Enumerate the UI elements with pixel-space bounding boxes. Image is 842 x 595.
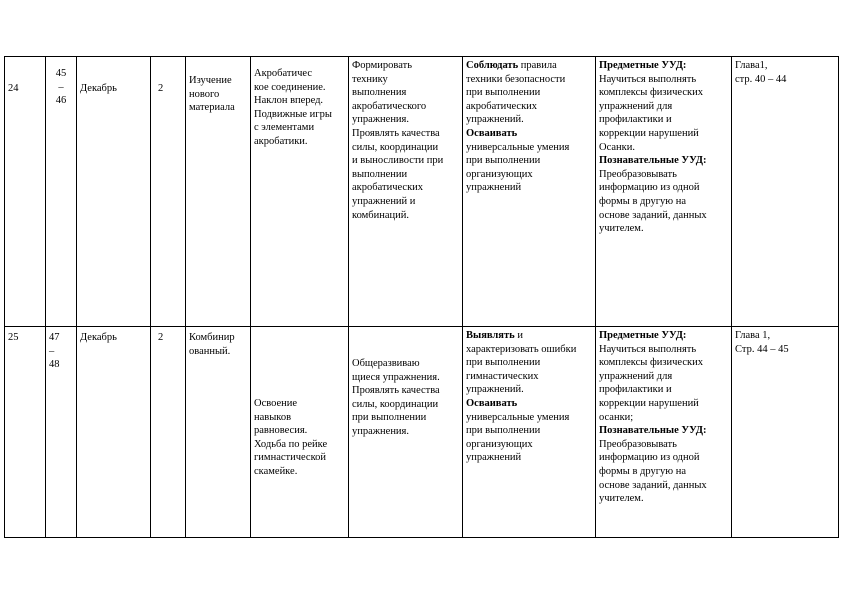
goals-cell: [349, 57, 463, 327]
hours-cell: [151, 327, 186, 538]
activity-2-text: универсальные умения при выполнении организующих упражнений: [466, 411, 570, 464]
goals-cell: [349, 327, 463, 538]
row-number-cell: [5, 57, 46, 327]
reference-cell: [732, 327, 839, 538]
reference-cell: [732, 57, 839, 327]
lesson-type-cell: [186, 57, 251, 327]
lesson-numbers-cell: [46, 327, 77, 538]
activities-cell: [463, 57, 596, 327]
table-row: [5, 327, 839, 538]
lesson-numbers: 47 – 48: [49, 332, 60, 371]
activity-2-text: универсальные умения при выполнении организующих упражнений: [466, 141, 570, 194]
activity-2-label: Осваивать: [466, 397, 518, 409]
textbook-reference: Глава1, стр. 40 – 44: [735, 60, 787, 85]
lesson-numbers-cell: [46, 57, 77, 327]
lesson-plan-page: [4, 56, 838, 538]
table-row: [5, 57, 839, 327]
month-cell: [77, 57, 151, 327]
student-activities: [466, 59, 592, 195]
uud-2-text: Преобразовывать информацию из одной формы в другую на основе заданий, данных учителем.: [599, 168, 707, 235]
uud-2-text: Преобразовывать информацию из одной формы в другую на основе заданий, данных учителем.: [599, 438, 707, 505]
lesson-type-cell: [186, 327, 251, 538]
month: Декабрь: [80, 83, 117, 94]
activity-1-text: и характеризовать ошибки при выполнении гимнастических упражнений.: [466, 330, 577, 396]
lesson-goals: Общеразвиваю щиеся упражнения. Проявлять качества силы, координации при выполнении упражнения.: [352, 358, 440, 437]
activities-cell: [463, 327, 596, 538]
uud-cell: [596, 327, 732, 538]
student-activities: [466, 329, 592, 465]
uud-1-label: Предметные УУД:: [599, 330, 687, 341]
lesson-numbers: 45 – 46: [55, 68, 67, 107]
lesson-type: Комбинир ованный.: [189, 332, 235, 357]
learning-outcomes: [599, 59, 728, 236]
uud-cell: [596, 57, 732, 327]
uud-1-text: Научиться выполнять комплексы физических упражнений для профилактики и коррекции нарушений Осанки.: [599, 73, 703, 153]
row-number-cell: [5, 327, 46, 538]
lesson-type: Изучение нового материала: [189, 75, 235, 114]
lesson-topic: Освоение навыков равновесия. Ходьба по рейке гимнастической скамейке.: [254, 398, 328, 477]
hours: 2: [158, 332, 164, 343]
topic-cell: [251, 327, 349, 538]
activity-2-label: Осваивать: [466, 127, 518, 139]
uud-1-label: Предметные УУД:: [599, 60, 687, 71]
uud-2-label: Познавательные УУД:: [599, 425, 707, 437]
hours-cell: [151, 57, 186, 327]
activity-1-label: Выявлять: [466, 330, 515, 341]
row-number: 25: [8, 332, 19, 343]
month: Декабрь: [80, 332, 117, 343]
lesson-topic: Акробатичес кое соединение. Наклон вперед. Подвижные игры с элементами акробатики.: [254, 68, 332, 147]
textbook-reference: Глава 1, Стр. 44 – 45: [735, 330, 789, 355]
lesson-plan-table: [4, 56, 839, 538]
topic-cell: [251, 57, 349, 327]
uud-2-label: Познавательные УУД:: [599, 155, 707, 167]
hours: 2: [158, 83, 164, 94]
activity-1-text: правила техники безопасности при выполнении акробатических упражнений.: [466, 60, 566, 126]
activity-1-label: Соблюдать: [466, 60, 519, 71]
lesson-goals: Формировать технику выполнения акробатического упражнения. Проявлять качества силы, координации и выносливости при выполнении акробатических упражнений и комбинаций.: [352, 60, 444, 221]
uud-1-text: Научиться выполнять комплексы физических упражнений для профилактики и коррекции нарушений осанки;: [599, 343, 703, 423]
learning-outcomes: [599, 329, 728, 506]
row-number: 24: [8, 83, 19, 94]
month-cell: [77, 327, 151, 538]
